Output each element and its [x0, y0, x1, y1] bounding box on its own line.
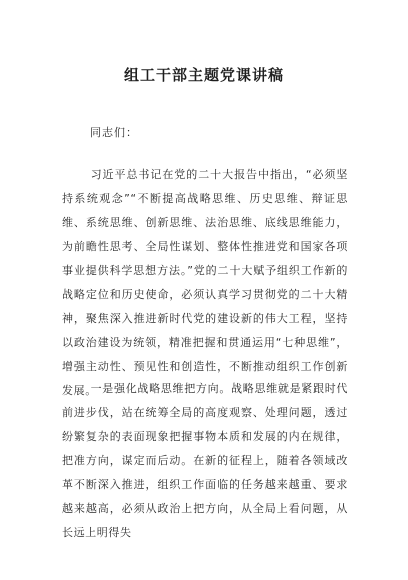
- body-paragraph-1: 习近平总书记在党的二十大报告中指出，“必须坚持系统观念”“不断提高战略思维、历史思维、辩证思维、系统思维、创新思维、法治思维、底线思维能力，为前瞻性思考、全局性谋划、整体性推进党和国家各项事业提供科学思想方法。”党的二十大赋予组织工作新的战略定位和历史使命，必须认真学习贯彻党的二十大精神，聚焦深入推进新时代党的建设新的伟大工程，坚持以政治建设为统领，精准把握和贯通运用“七种思维”，增强主动性、预见性和创造性，不断推动组织工作创新发展。: [62, 168, 348, 397]
- body-paragraph-2: 一是强化战略思维把方向。战略思维就是紧跟时代前进步伐，站在统筹全局的高度观察、处理问题，透过纷繁复杂的表面现象把握事物本质和发展的内在规律，把准方向，谋定而后动。在新的征程上，随着各领域改革不断深入推进，组织工作面临的任务越来越重、要求越来越高，必须从政治上把方向，从全局上看问题，从长远上明得失: [62, 382, 348, 539]
- salutation: 同志们：: [90, 126, 138, 139]
- document-title: 组工干部主题党课讲稿: [123, 66, 284, 84]
